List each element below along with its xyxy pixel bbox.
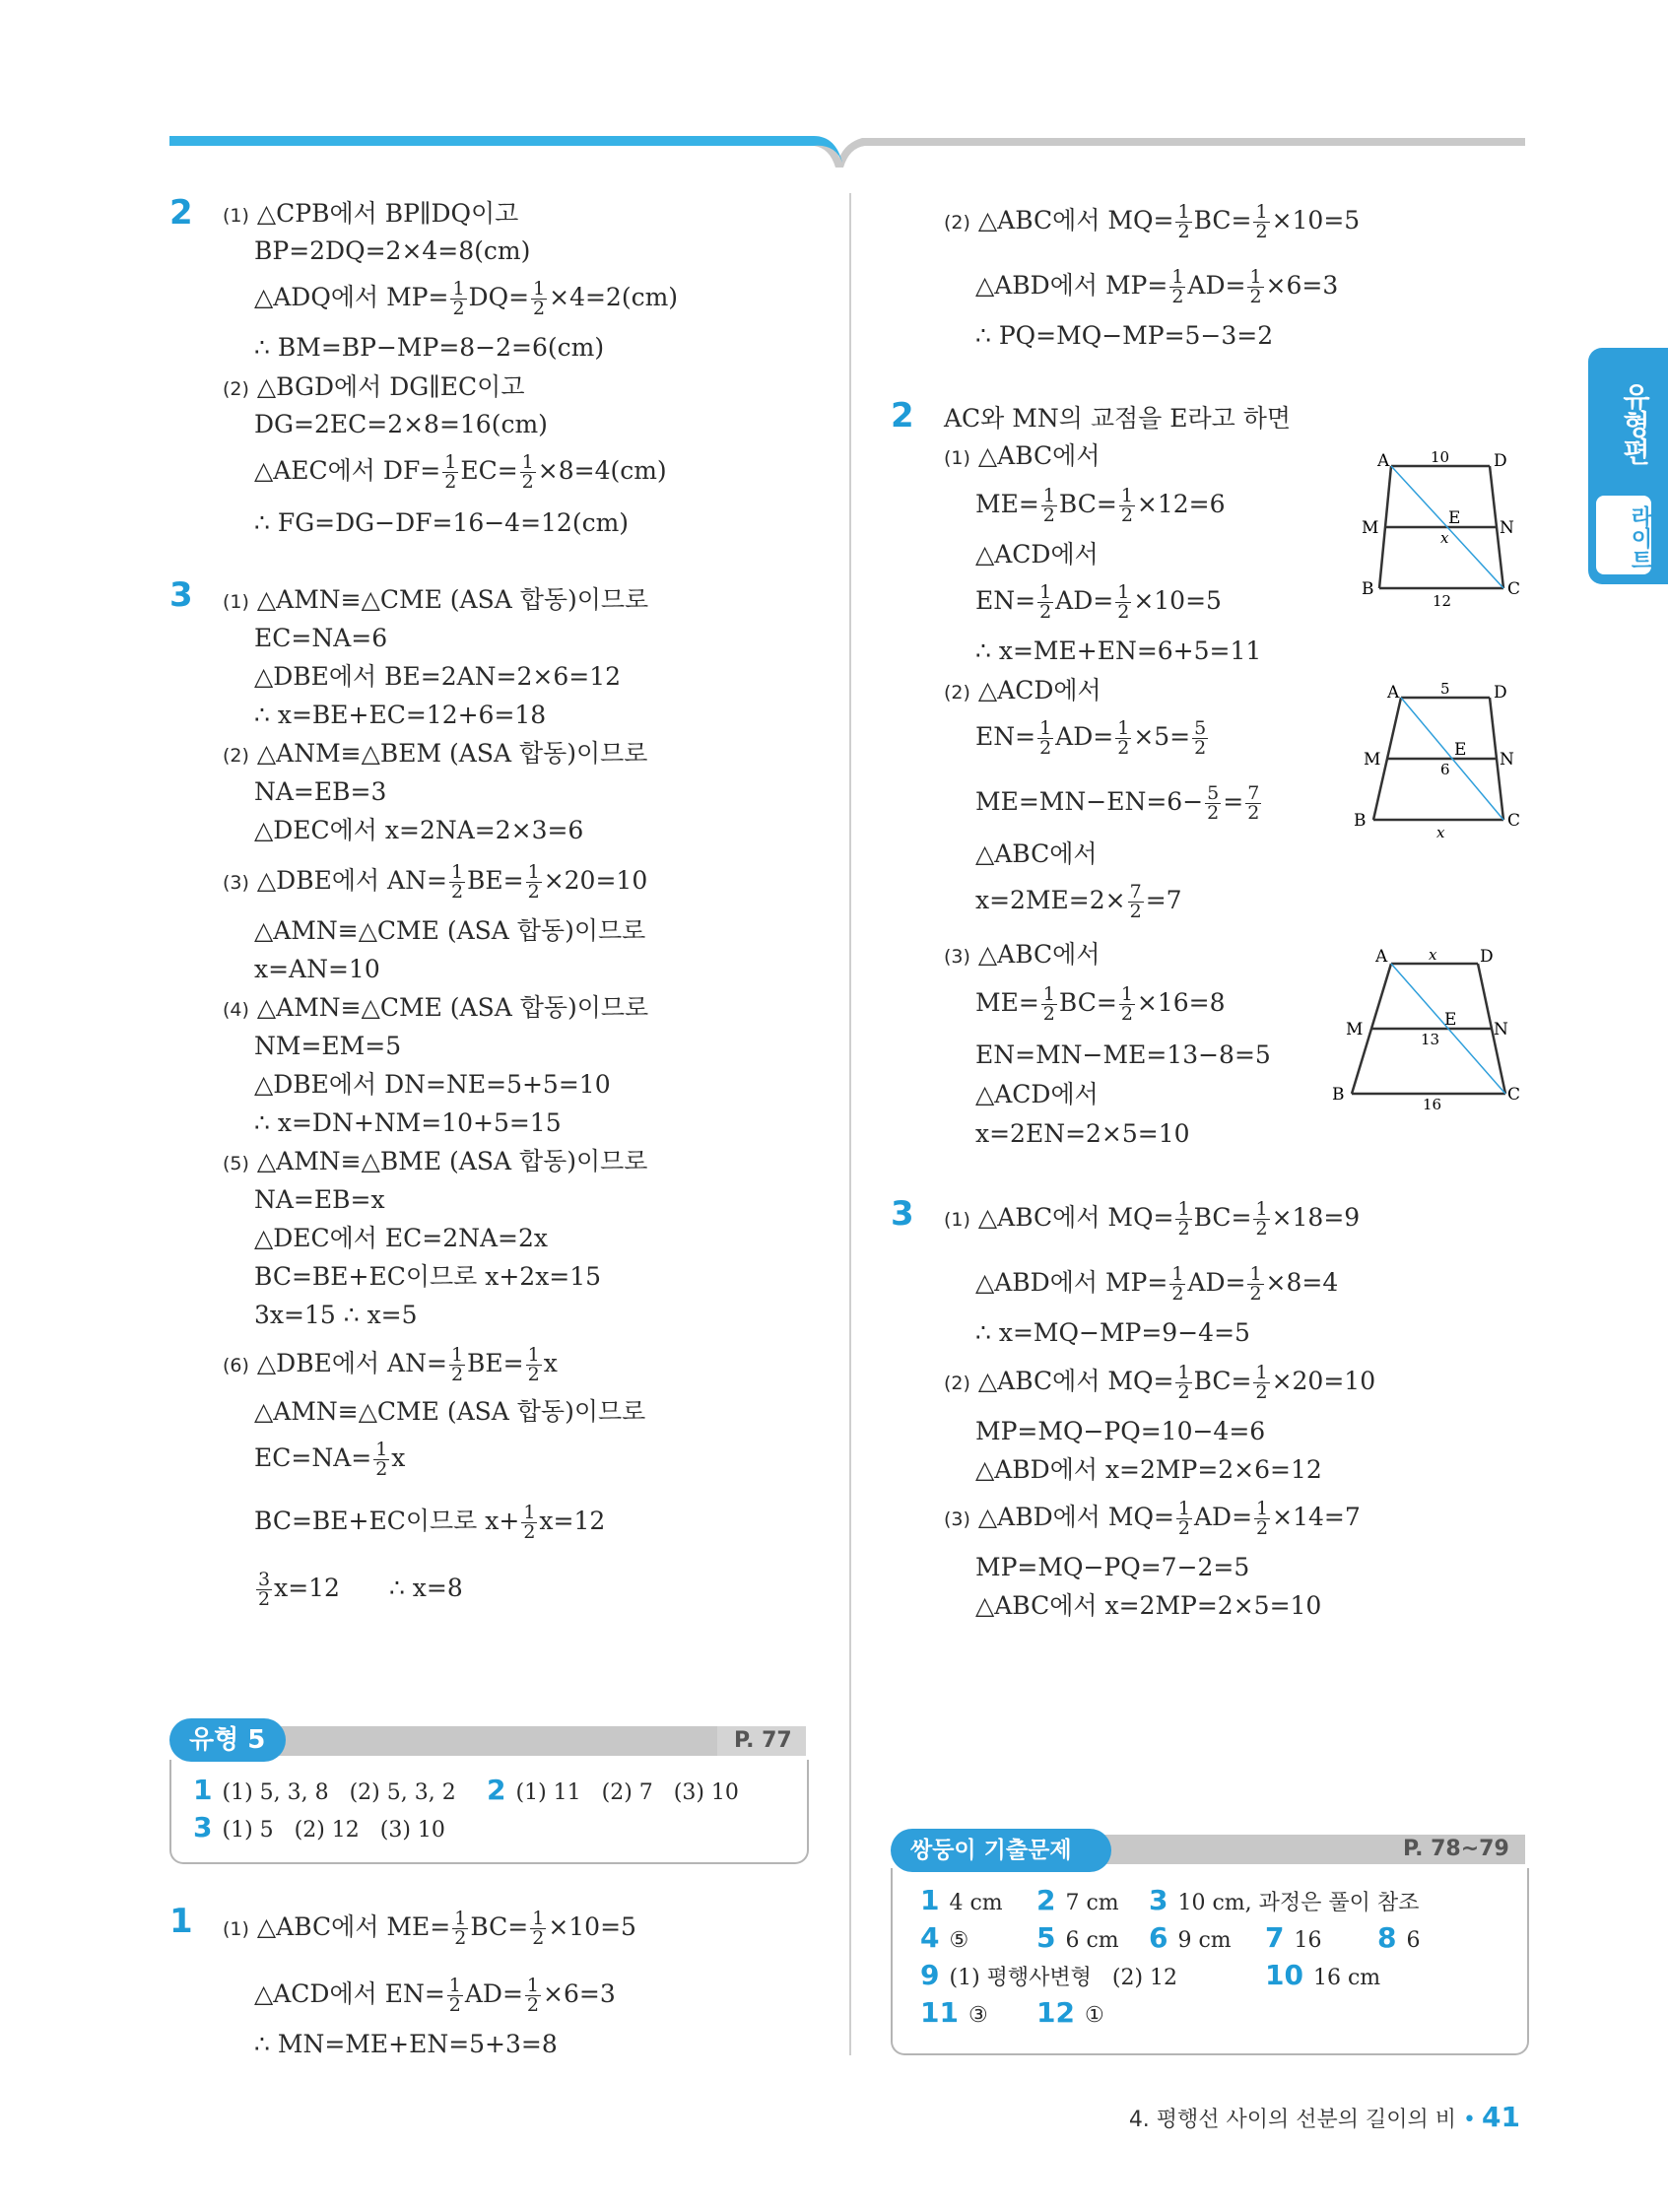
- vertex-label: A: [1375, 947, 1388, 967]
- answer-item: 2 7 cm: [1036, 1884, 1119, 1916]
- solution-line: EC=NA= $\frac{1}{2}$ x: [254, 1439, 406, 1480]
- vertex-label: A: [1377, 451, 1390, 471]
- answer-item: 11 ③: [920, 1996, 988, 2029]
- solution-line: △ABD에서 MP= $\frac{1}{2}$ AD= $\frac{1}{2}$ ×8=4: [975, 1263, 1339, 1305]
- trapezoid-figure-2: [1350, 680, 1527, 838]
- solution-line: (2) △ANM≡△BEM (ASA 합동)이므로: [223, 739, 648, 768]
- length-label: 6: [1440, 761, 1450, 778]
- vertex-label: C: [1507, 1085, 1521, 1105]
- solution-line: ∴ x=BE+EC=12+6=18: [254, 701, 547, 729]
- answer-item: 8 6: [1377, 1921, 1421, 1954]
- solution-line: (3) △ABD에서 MQ= $\frac{1}{2}$ AD= $\frac{1}{2}$ ×14=7: [944, 1498, 1361, 1539]
- page-footer: 4. 평행선 사이의 선분의 길이의 비 • 41: [1128, 2101, 1520, 2133]
- solution-line: (3) △DBE에서 AN= $\frac{1}{2}$ BE= $\frac{1}{2}$ ×20=10: [223, 861, 648, 903]
- solution-line: x=2ME=2× $\frac{7}{2}$ =7: [975, 881, 1182, 922]
- solution-line: △ACD에서 EN= $\frac{1}{2}$ AD= $\frac{1}{2}$ ×6=3: [254, 1975, 616, 2016]
- vertex-label: N: [1500, 750, 1514, 770]
- length-label: x: [1440, 529, 1449, 547]
- solution-line: (2) △ACD에서: [944, 676, 1101, 704]
- vertex-label: D: [1494, 683, 1507, 703]
- vertex-label: C: [1507, 811, 1521, 831]
- solution-line: △AEC에서 DF= $\frac{1}{2}$ EC= $\frac{1}{2}$ ×8=4(cm): [254, 451, 667, 493]
- solution-line: ∴ PQ=MQ−MP=5−3=2: [975, 321, 1274, 350]
- solution-line: EN= $\frac{1}{2}$ AD= $\frac{1}{2}$ ×10=5: [975, 581, 1222, 623]
- vertex-label: M: [1362, 518, 1379, 538]
- vertex-label: M: [1364, 750, 1381, 770]
- solution-line: x=2EN=2×5=10: [975, 1119, 1190, 1148]
- vertex-label: N: [1500, 518, 1514, 538]
- solution-line: △DEC에서 EC=2NA=2x: [254, 1224, 549, 1252]
- answer-item: 10 16 cm: [1265, 1959, 1381, 1991]
- side-tab: [1588, 348, 1668, 584]
- solution-line: DG=2EC=2×8=16(cm): [254, 410, 548, 438]
- solution-line: BC=BE+EC이므로 x+2x=15: [254, 1262, 602, 1291]
- solution-line: ∴ x=MQ−MP=9−4=5: [975, 1318, 1250, 1347]
- answer-item: 3 (1) 5 (2) 12 (3) 10: [193, 1811, 445, 1843]
- answer-item: 5 6 cm: [1036, 1921, 1119, 1954]
- chapter-title: 4. 평행선 사이의 선분의 길이의 비: [1128, 2108, 1457, 2132]
- vertex-label: B: [1332, 1085, 1345, 1105]
- vertex-label: D: [1494, 451, 1507, 471]
- answer-item: 12 ①: [1036, 1996, 1104, 2029]
- vertex-label: D: [1480, 947, 1494, 967]
- solution-line: △DBE에서 DN=NE=5+5=10: [254, 1070, 611, 1099]
- header-bar: [0, 0, 1668, 177]
- vertex-label: E: [1444, 1010, 1457, 1030]
- section-tag: 유형 5: [169, 1718, 286, 1762]
- side-tab-main: 유형편: [1619, 382, 1651, 465]
- solution-line: (3) △ABC에서: [944, 940, 1101, 969]
- solution-line: (1) △ABC에서: [944, 441, 1101, 470]
- answer-item: 2 (1) 11 (2) 7 (3) 10: [487, 1774, 739, 1806]
- solution-line: ME=MN−EN=6− $\frac{5}{2}$ = $\frac{7}{2}$: [975, 782, 1260, 824]
- vertex-label: B: [1362, 579, 1374, 599]
- answer-item: 6 9 cm: [1149, 1921, 1232, 1954]
- solution-line: ∴ BM=BP−MP=8−2=6(cm): [254, 333, 605, 362]
- solution-line: (2) △ABC에서 MQ= $\frac{1}{2}$ BC= $\frac{1}{2}$ ×10=5: [944, 201, 1361, 242]
- solution-line: (1) △ABC에서 MQ= $\frac{1}{2}$ BC= $\frac{1}{2}$ ×18=9: [944, 1198, 1361, 1240]
- solution-line: MP=MQ−PQ=10−4=6: [975, 1417, 1266, 1445]
- solution-line: △DBE에서 BE=2AN=2×6=12: [254, 662, 622, 691]
- solution-line: △AMN≡△CME (ASA 합동)이므로: [254, 1397, 646, 1426]
- problem-number: 3: [169, 575, 193, 615]
- solution-line: (5) △AMN≡△BME (ASA 합동)이므로: [223, 1147, 648, 1175]
- problem-number: 3: [891, 1194, 914, 1234]
- solution-line: BP=2DQ=2×4=8(cm): [254, 236, 531, 265]
- solution-line: △ADQ에서 MP= $\frac{1}{2}$ DQ= $\frac{1}{2}$ ×4=2(cm): [254, 278, 679, 319]
- solution-line: ∴ x=DN+NM=10+5=15: [254, 1108, 562, 1137]
- length-label: 13: [1421, 1031, 1440, 1048]
- solution-line: AC와 MN의 교점을 E라고 하면: [944, 404, 1292, 433]
- answer-item: 1 4 cm: [920, 1884, 1003, 1916]
- section-tag: 쌍둥이 기출문제: [891, 1829, 1111, 1872]
- solution-line: △DEC에서 x=2NA=2×3=6: [254, 816, 584, 844]
- solution-line: NA=EB=x: [254, 1185, 385, 1214]
- vertex-label: C: [1507, 579, 1521, 599]
- trapezoid-figure-1: [1350, 448, 1527, 606]
- page-number: 41: [1482, 2101, 1520, 2133]
- solution-line: △ABC에서 x=2MP=2×5=10: [975, 1591, 1322, 1620]
- answer-item: 4 ⑤: [920, 1921, 969, 1954]
- column-divider: [849, 193, 851, 2055]
- solution-line: NA=EB=3: [254, 777, 387, 806]
- length-label: 12: [1433, 592, 1452, 606]
- vertex-label: B: [1354, 811, 1367, 831]
- solution-line: BC=BE+EC이므로 x+ $\frac{1}{2}$ x=12: [254, 1502, 606, 1543]
- length-label: 10: [1431, 448, 1450, 466]
- solution-line: MP=MQ−PQ=7−2=5: [975, 1553, 1250, 1581]
- solution-line: △AMN≡△CME (ASA 합동)이므로: [254, 916, 646, 945]
- page-reference: P. 78~79: [1403, 1837, 1509, 1861]
- solution-line: (1) △CPB에서 BP∥DQ이고: [223, 199, 519, 228]
- solution-line: △ACD에서: [975, 540, 1099, 569]
- length-label: x: [1436, 824, 1445, 838]
- solution-line: △ACD에서: [975, 1080, 1099, 1108]
- problem-number: 2: [169, 193, 193, 233]
- solution-line: △ABD에서 x=2MP=2×6=12: [975, 1455, 1322, 1484]
- answer-item: 9 (1) 평행사변형 (2) 12: [920, 1959, 1178, 1991]
- solution-line: ∴ x=ME+EN=6+5=11: [975, 637, 1262, 665]
- solution-line: (2) △BGD에서 DG∥EC이고: [223, 372, 525, 401]
- solution-line: (1) △ABC에서 ME= $\frac{1}{2}$ BC= $\frac{1}{2}$ ×10=5: [223, 1908, 636, 1949]
- solution-line: (6) △DBE에서 AN= $\frac{1}{2}$ BE= $\frac{1}{2}$ x: [223, 1344, 558, 1385]
- solution-line: △ABC에서: [975, 839, 1098, 868]
- solution-line: EN=MN−ME=13−8=5: [975, 1040, 1271, 1069]
- length-label: x: [1429, 946, 1437, 964]
- problem-number: 1: [169, 1902, 193, 1941]
- vertex-label: E: [1454, 740, 1467, 760]
- answer-item: 7 16: [1265, 1921, 1322, 1954]
- solution-line: ∴ MN=ME+EN=5+3=8: [254, 2030, 558, 2058]
- trapezoid-figure-3: [1330, 946, 1527, 1113]
- solution-line: ME= $\frac{1}{2}$ BC= $\frac{1}{2}$ ×12=6: [975, 485, 1226, 526]
- solution-line: ME= $\frac{1}{2}$ BC= $\frac{1}{2}$ ×16=8: [975, 983, 1226, 1025]
- solution-line: EC=NA=6: [254, 624, 388, 652]
- length-label: 16: [1423, 1096, 1442, 1113]
- vertex-label: E: [1448, 508, 1461, 528]
- length-label: 5: [1440, 680, 1450, 698]
- problem-number: 2: [891, 396, 914, 436]
- solution-line: $\frac{3}{2}$ x=12 ∴ x=8: [258, 1569, 463, 1610]
- solution-line: (1) △AMN≡△CME (ASA 합동)이므로: [223, 585, 649, 614]
- side-tab-sub: 라이트: [1596, 496, 1651, 574]
- answer-item: 3 10 cm, 과정은 풀이 참조: [1149, 1884, 1420, 1916]
- solution-line: 3x=15 ∴ x=5: [254, 1301, 418, 1329]
- solution-line: ∴ FG=DG−DF=16−4=12(cm): [254, 508, 630, 537]
- solution-line: △ABD에서 MP= $\frac{1}{2}$ AD= $\frac{1}{2}$ ×6=3: [975, 266, 1339, 307]
- answer-item: 1 (1) 5, 3, 8 (2) 5, 3, 2: [193, 1774, 456, 1806]
- vertex-label: N: [1494, 1020, 1508, 1039]
- solution-line: x=AN=10: [254, 955, 380, 983]
- solution-line: NM=EM=5: [254, 1032, 402, 1060]
- page-reference: P. 77: [734, 1728, 792, 1753]
- solution-line: (4) △AMN≡△CME (ASA 합동)이므로: [223, 993, 649, 1022]
- vertex-label: A: [1387, 683, 1400, 703]
- solution-line: (2) △ABC에서 MQ= $\frac{1}{2}$ BC= $\frac{1}{2}$ ×20=10: [944, 1362, 1376, 1403]
- vertex-label: M: [1346, 1020, 1364, 1039]
- solution-line: EN= $\frac{1}{2}$ AD= $\frac{1}{2}$ ×5= $\frac{5}{2}$: [975, 717, 1207, 759]
